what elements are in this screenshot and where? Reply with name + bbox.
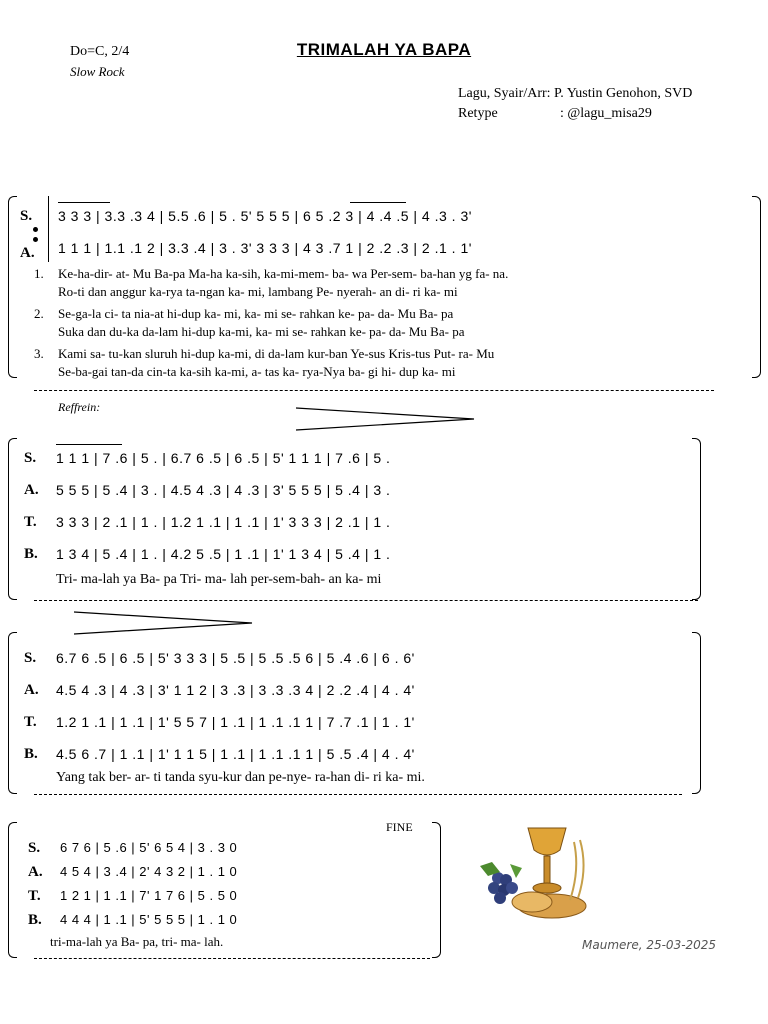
section-divider: [34, 794, 682, 795]
system-bracket-right: [692, 632, 701, 794]
key-signature: Do=C, 2/4: [70, 44, 130, 59]
voice-label-soprano: S.: [20, 208, 33, 224]
voice-label-alto: A.: [28, 864, 43, 880]
verse-number: 2.: [34, 306, 44, 321]
tenor-notes: 3 3 3 | 2 .1 | 1 . | 1.2 1 .1 | 1 .1 | 1' 3 3 3 | 2 .1 | 1 .: [56, 514, 391, 530]
verse-3-line-1: Kami sa- tu-kan sluruh hi-dup ka-mi, di da-lam kur-ban Ye-sus Kris-tus Put- ra- Mu: [58, 346, 495, 361]
system-bracket-left: [8, 822, 17, 958]
refrein-lyrics-1: Tri- ma-lah ya Ba- pa Tri- ma- lah per-sem-bah- an ka- mi: [56, 572, 382, 587]
retype-label: Retype: [458, 106, 498, 121]
system-verse: [0, 190, 768, 390]
system-bracket-left: [8, 438, 17, 600]
system-refrein-2: [0, 630, 768, 794]
voice-label-bass: B.: [28, 912, 42, 928]
chalice-illustration: [470, 822, 600, 922]
repeat-dot: [33, 227, 38, 232]
coda-lyrics: tri-ma-lah ya Ba- pa, tri- ma- lah.: [50, 934, 224, 949]
voice-label-alto: A.: [20, 245, 35, 261]
date-signature: Maumere, 25-03-2025: [582, 938, 717, 952]
bar-line: [48, 196, 49, 262]
bass-notes: 4.5 6 .7 | 1 .1 | 1' 1 1 5 | 1 .1 | 1 .1 .1 1 | 5 .5 .4 | 4 . 4': [56, 746, 415, 762]
voice-label-soprano: S.: [24, 450, 37, 466]
triplet-beam: [58, 202, 110, 203]
tenor-notes: 1.2 1 .1 | 1 .1 | 1' 5 5 7 | 1 .1 | 1 .1 .1 1 | 7 .7 .1 | 1 . 1': [56, 714, 415, 730]
voice-label-alto: A.: [24, 482, 39, 498]
song-title: TRIMALAH YA BAPA: [296, 40, 472, 59]
voice-label-tenor: T.: [24, 514, 37, 530]
system-bracket-right: [692, 438, 701, 600]
system-bracket-left: [8, 196, 17, 378]
verse-1-line-1: Ke-ha-dir- at- Mu Ba-pa Ma-ha ka-sih, ka-mi-mem- ba- wa Per-sem- ba-han yg fa- na.: [58, 266, 509, 281]
verse-1-line-2: Ro-ti dan anggur ka-rya ta-ngan ka- mi, lambang Pe- nyerah- an di- ri ka- mi: [58, 284, 458, 299]
retype-value: : @lagu_misa29: [560, 106, 652, 121]
fine-marking: FINE: [386, 820, 413, 834]
tenor-notes: 1 2 1 | 1 .1 | 7' 1 7 6 | 5 . 5 0: [60, 888, 238, 903]
triplet-beam: [56, 444, 122, 445]
refrein-label: Reffrein:: [58, 400, 101, 414]
system-refrein-1: [0, 436, 768, 600]
section-divider: [34, 390, 714, 391]
verse-2-line-2: Suka dan du-ka da-lam hi-dup ka-mi, ka- mi se- rahkan ke- pa- da- Mu Ba- pa: [58, 324, 465, 339]
voice-label-bass: B.: [24, 746, 38, 762]
alto-notes: 1 1 1 | 1.1 .1 2 | 3.3 .4 | 3 . 3' 3 3 3 | 4 3 .7 1 | 2 .2 .3 | 2 .1 . 1': [58, 240, 472, 256]
bass-notes: 4 4 4 | 1 .1 | 5' 5 5 5 | 1 . 1 0: [60, 912, 238, 927]
alto-notes: 4.5 4 .3 | 4 .3 | 3' 1 1 2 | 3 .3 | 3 .3 .3 4 | 2 .2 .4 | 4 . 4': [56, 682, 415, 698]
voice-label-bass: B.: [24, 546, 38, 562]
refrein-lyrics-2: Yang tak ber- ar- ti tanda syu-kur dan pe-nye- ra-han di- ri ka- mi.: [56, 770, 425, 785]
voice-label-tenor: T.: [24, 714, 37, 730]
alto-notes: 4 5 4 | 3 .4 | 2' 4 3 2 | 1 . 1 0: [60, 864, 238, 879]
tempo-marking: Slow Rock: [70, 64, 125, 79]
verse-3-line-2: Se-ba-gai tan-da cin-ta ka-sih ka-mi, a- tas ka- rya-Nya ba- gi hi- dup ka- mi: [58, 364, 456, 379]
soprano-notes: 6.7 6 .5 | 6 .5 | 5' 3 3 3 | 5 .5 | 5 .5 .5 6 | 5 .4 .6 | 6 . 6': [56, 650, 415, 666]
repeat-dot: [33, 237, 38, 242]
triplet-beam: [350, 202, 406, 203]
system-bracket-left: [8, 632, 17, 794]
verse-number: 1.: [34, 266, 44, 281]
section-divider: [34, 958, 430, 959]
section-divider: [34, 600, 698, 601]
system-bracket-right: [752, 196, 761, 378]
voice-label-tenor: T.: [28, 888, 41, 904]
soprano-notes: 1 1 1 | 7 .6 | 5 . | 6.7 6 .5 | 6 .5 | 5' 1 1 1 | 7 .6 | 5 .: [56, 450, 391, 466]
crescendo-mark: [296, 402, 476, 436]
verse-2-line-1: Se-ga-la ci- ta nia-at hi-dup ka- mi, ka- mi se- rahkan ke- pa- da- Mu Ba- pa: [58, 306, 454, 321]
voice-label-alto: A.: [24, 682, 39, 698]
verse-number: 3.: [34, 346, 44, 361]
voice-label-soprano: S.: [28, 840, 41, 856]
system-bracket-right: [432, 822, 441, 958]
soprano-notes: 6 7 6 | 5 .6 | 5' 6 5 4 | 3 . 3 0: [60, 840, 238, 855]
alto-notes: 5 5 5 | 5 .4 | 3 . | 4.5 4 .3 | 4 .3 | 3' 5 5 5 | 5 .4 | 3 .: [56, 482, 391, 498]
voice-label-soprano: S.: [24, 650, 37, 666]
composer-credit: Lagu, Syair/Arr: P. Yustin Genohon, SVD: [458, 86, 693, 101]
soprano-notes: 3 3 3 | 3.3 .3 4 | 5.5 .6 | 5 . 5' 5 5 5 | 6 5 .2 3 | 4 .4 .5 | 4 .3 . 3': [58, 208, 472, 224]
bass-notes: 1 3 4 | 5 .4 | 1 . | 4.2 5 .5 | 1 .1 | 1' 1 3 4 | 5 .4 | 1 .: [56, 546, 391, 562]
